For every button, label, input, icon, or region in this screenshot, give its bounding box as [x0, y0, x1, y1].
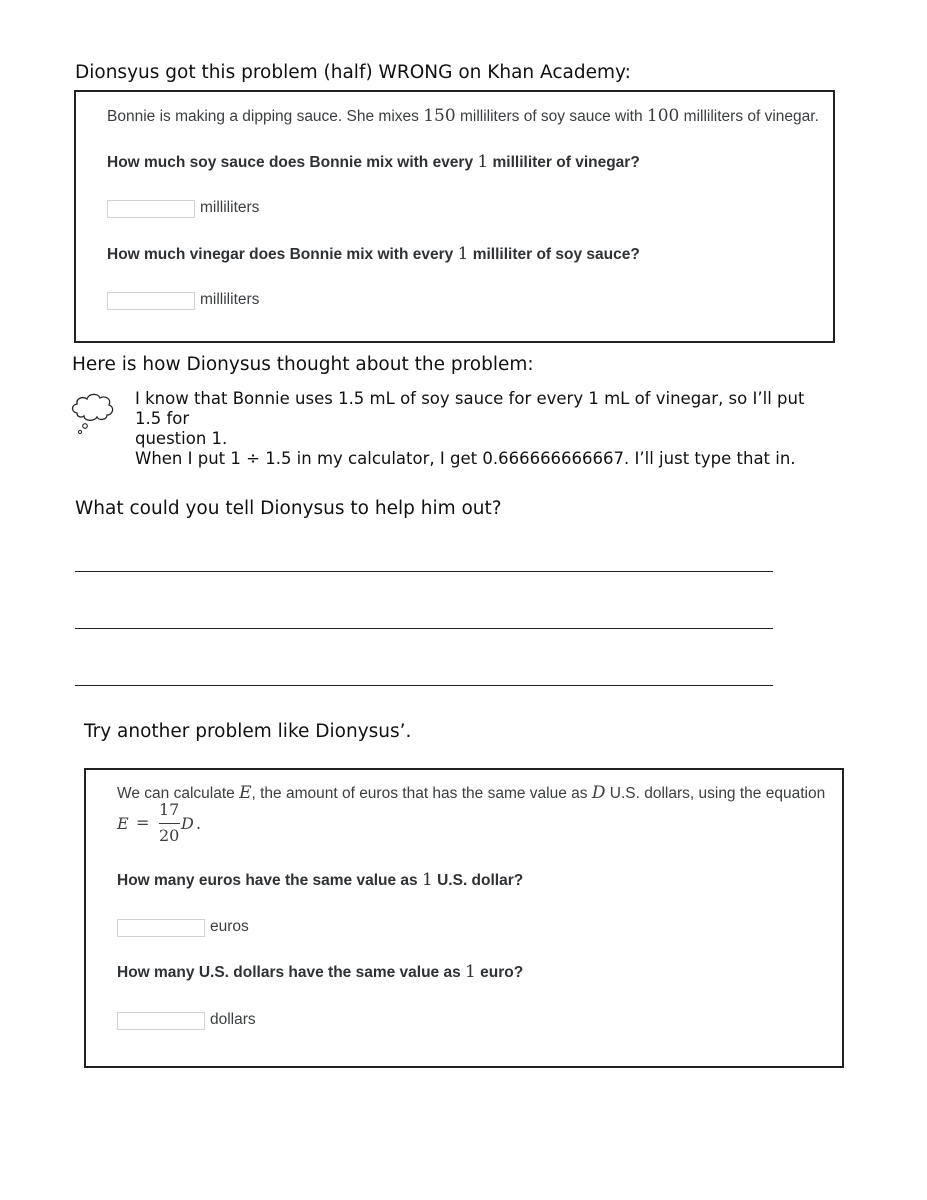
answer-line-2[interactable]	[75, 628, 773, 629]
answer-line-1[interactable]	[75, 571, 773, 572]
heading-help-question: What could you tell Dionysus to help him out?	[75, 498, 502, 519]
fraction-denominator: 20	[159, 826, 180, 845]
unit-label-euros: euros	[210, 918, 249, 935]
fraction-numerator: 17	[159, 800, 180, 819]
answer-input-euros[interactable]	[117, 919, 205, 937]
unit-label-milliliters: milliliters	[200, 199, 260, 216]
heading-thinking: Here is how Dionysus thought about the problem:	[72, 354, 534, 375]
unit-label-milliliters: milliliters	[200, 291, 260, 308]
equation-variable: D	[181, 814, 194, 833]
problem-1-intro: Bonnie is making a dipping sauce. She mixes 150 milliliters of soy sauce with 100 milliliters of vinegar.	[107, 106, 819, 126]
equation-lhs: E	[117, 814, 129, 833]
problem-2-question-2: How many U.S. dollars have the same value as 1 euro?	[117, 962, 524, 982]
problem-2-intro: We can calculate E, the amount of euros that has the same value as D U.S. dollars, using the equation	[117, 783, 826, 803]
problem-1-question-1: How much soy sauce does Bonnie mix with every 1 milliliter of vinegar?	[107, 152, 640, 172]
heading-half-wrong: Dionsyus got this problem (half) WRONG on Khan Academy:	[75, 62, 631, 83]
answer-input-vinegar-per-soy[interactable]	[107, 292, 195, 310]
thought-text	[135, 389, 835, 449]
answer-input-soy-per-vinegar[interactable]	[107, 200, 195, 218]
thought-line-1: I know that Bonnie uses 1.5 mL of soy sauce for every 1 mL of vinegar, so I’ll put 1.5 for	[135, 389, 805, 428]
thought-line-2: question 1.	[135, 429, 228, 448]
problem-2-question-1: How many euros have the same value as 1 U.S. dollar?	[117, 870, 524, 890]
equation-period: .	[196, 814, 202, 833]
problem-box-euros	[84, 768, 844, 1068]
thought-bubble-icon	[68, 388, 118, 438]
problem-box-soy-sauce	[74, 90, 835, 343]
equation-equals: =	[136, 813, 150, 832]
problem-1-question-2: How much vinegar does Bonnie mix with every 1 milliliter of soy sauce?	[107, 244, 640, 264]
fraction-bar	[159, 823, 180, 824]
answer-line-3[interactable]	[75, 685, 773, 686]
answer-input-dollars[interactable]	[117, 1012, 205, 1030]
heading-try-another: Try another problem like Dionysus’.	[84, 721, 412, 742]
thought-line-3: When I put 1 ÷ 1.5 in my calculator, I get 0.666666666667. I’ll just type that in.	[135, 449, 796, 468]
unit-label-dollars: dollars	[210, 1011, 256, 1028]
